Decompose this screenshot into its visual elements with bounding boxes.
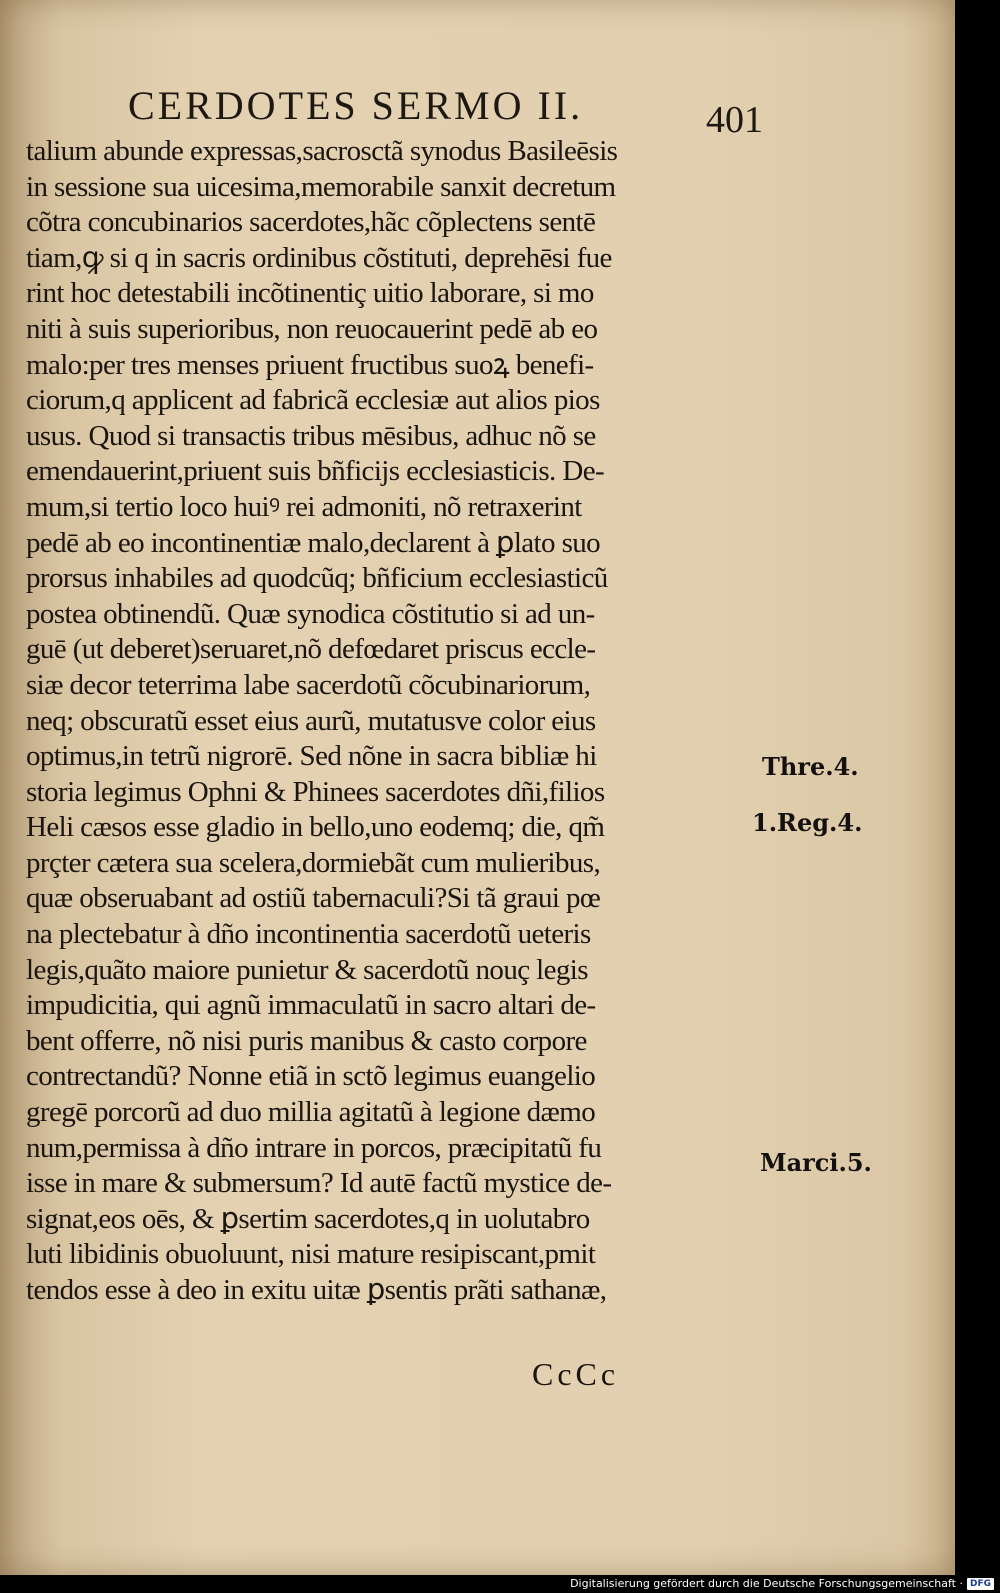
- text-line: bent offerre, nõ nisi puris manibus & casto corpore: [26, 1024, 587, 1057]
- text-line: ciorum,q applicent ad fabricã ecclesiæ aut alios pios: [26, 384, 600, 417]
- text-line: cõtra concubinarios sacerdotes,hãc cõplectens sentē: [26, 206, 596, 239]
- page-number: 401: [706, 99, 763, 141]
- text-line: pedē ab eo incontinentiæ malo,declarent à ꝑlato suo: [26, 526, 601, 559]
- text-line: guē (ut deberet)seruaret,nõ defœdaret priscus eccle-: [26, 633, 596, 666]
- text-line: usus. Quod si transactis tribus mēsibus, adhuc nõ se: [26, 419, 596, 452]
- text-line: siæ decor teterrima labe sacerdotũ cõcubinariorum,: [26, 668, 591, 701]
- text-line: legis,quãto maiore punietur & sacerdotũ nouç legis: [26, 953, 588, 986]
- text-line: in sessione sua uicesima,memorabile sanxit decretum: [26, 170, 616, 203]
- text-line: niti à suis superioribus, non reuocauerint pedē ab eo: [26, 312, 598, 345]
- body-text: [26, 134, 766, 1309]
- text-line: quæ obseruabant ad ostiũ tabernaculi?Si tã graui pœ: [26, 882, 601, 915]
- text-line: luti libidinis obuoluunt, nisi mature resipiscant,pmit: [26, 1238, 596, 1271]
- text-line: num,permissa à dño intrare in porcos, præcipitatũ fu: [26, 1131, 602, 1164]
- text-line: impudicitia, qui agnũ immaculatũ in sacro altari de-: [26, 989, 596, 1022]
- margin-note-marci: Marci.5.: [760, 1148, 872, 1177]
- text-line: postea obtinendũ. Quæ synodica cõstitutio si ad un-: [26, 597, 595, 630]
- signature-mark: CcCc: [532, 1356, 620, 1392]
- text-line: prçter cætera sua scelera,dormiebãt cum mulieribus,: [26, 846, 601, 879]
- running-title: CERDOTES SERMO II.: [128, 83, 584, 128]
- text-line: gregē porcorũ ad duo millia agitatũ à legione dæmo: [26, 1096, 596, 1129]
- text-line: talium abunde expressas,sacrosctã synodus Basileēsis: [26, 135, 618, 167]
- footer-credit-text: Digitalisierung gefördert durch die Deutsche Forschungsgemeinschaft ·: [570, 1577, 963, 1590]
- text-line: emendauerint,priuent suis bñficijs ecclesiasticis. De-: [26, 455, 605, 488]
- text-line: prorsus inhabiles ad quodcũq; bñficium ecclesiasticũ: [26, 562, 608, 595]
- text-line: mum,si tertio loco huiꝰ rei admoniti, nõ retraxerint: [26, 490, 582, 523]
- text-line: Heli cæsos esse gladio in bello,uno eodemq; die, qm̃: [26, 811, 605, 844]
- text-line: neq; obscuratũ esset eius aurũ, mutatusve color eius: [26, 704, 596, 737]
- text-line: isse in mare & submersum? Id autē factũ mystice de-: [26, 1167, 612, 1200]
- text-line: signat,eos oēs, & ꝑsertim sacerdotes,q in uolutabro: [26, 1202, 590, 1235]
- text-line: tendos esse à deo in exitu uitæ ꝑsentis prãti sathanæ,: [26, 1274, 607, 1306]
- text-line: tiam,ꝙ si q in sacris ordinibus cõstituti, deprehēsi fue: [26, 241, 612, 274]
- text-line: rint hoc detestabili incõtinentiç uitio laborare, si mo: [26, 277, 594, 310]
- text-line: na plectebatur à dño incontinentia sacerdotũ ueteris: [26, 918, 591, 951]
- text-line: malo:per tres menses priuent fructibus suoꝝ benefi-: [26, 348, 594, 381]
- text-line: storia legimus Ophni & Phinees sacerdotes dñi,filios: [26, 775, 605, 808]
- text-line: contrectandũ? Nonne etiã in sctõ legimus euangelio: [26, 1060, 596, 1093]
- dfg-logo: DFG: [967, 1578, 994, 1590]
- text-line: optimus,in tetrũ nigrorē. Sed nõne in sacra bibliæ hi: [26, 740, 597, 773]
- footer-credit: [570, 1575, 994, 1593]
- margin-note-regum: 1.Reg.4.: [752, 808, 863, 837]
- margin-note-threni: Thre.4.: [762, 752, 859, 781]
